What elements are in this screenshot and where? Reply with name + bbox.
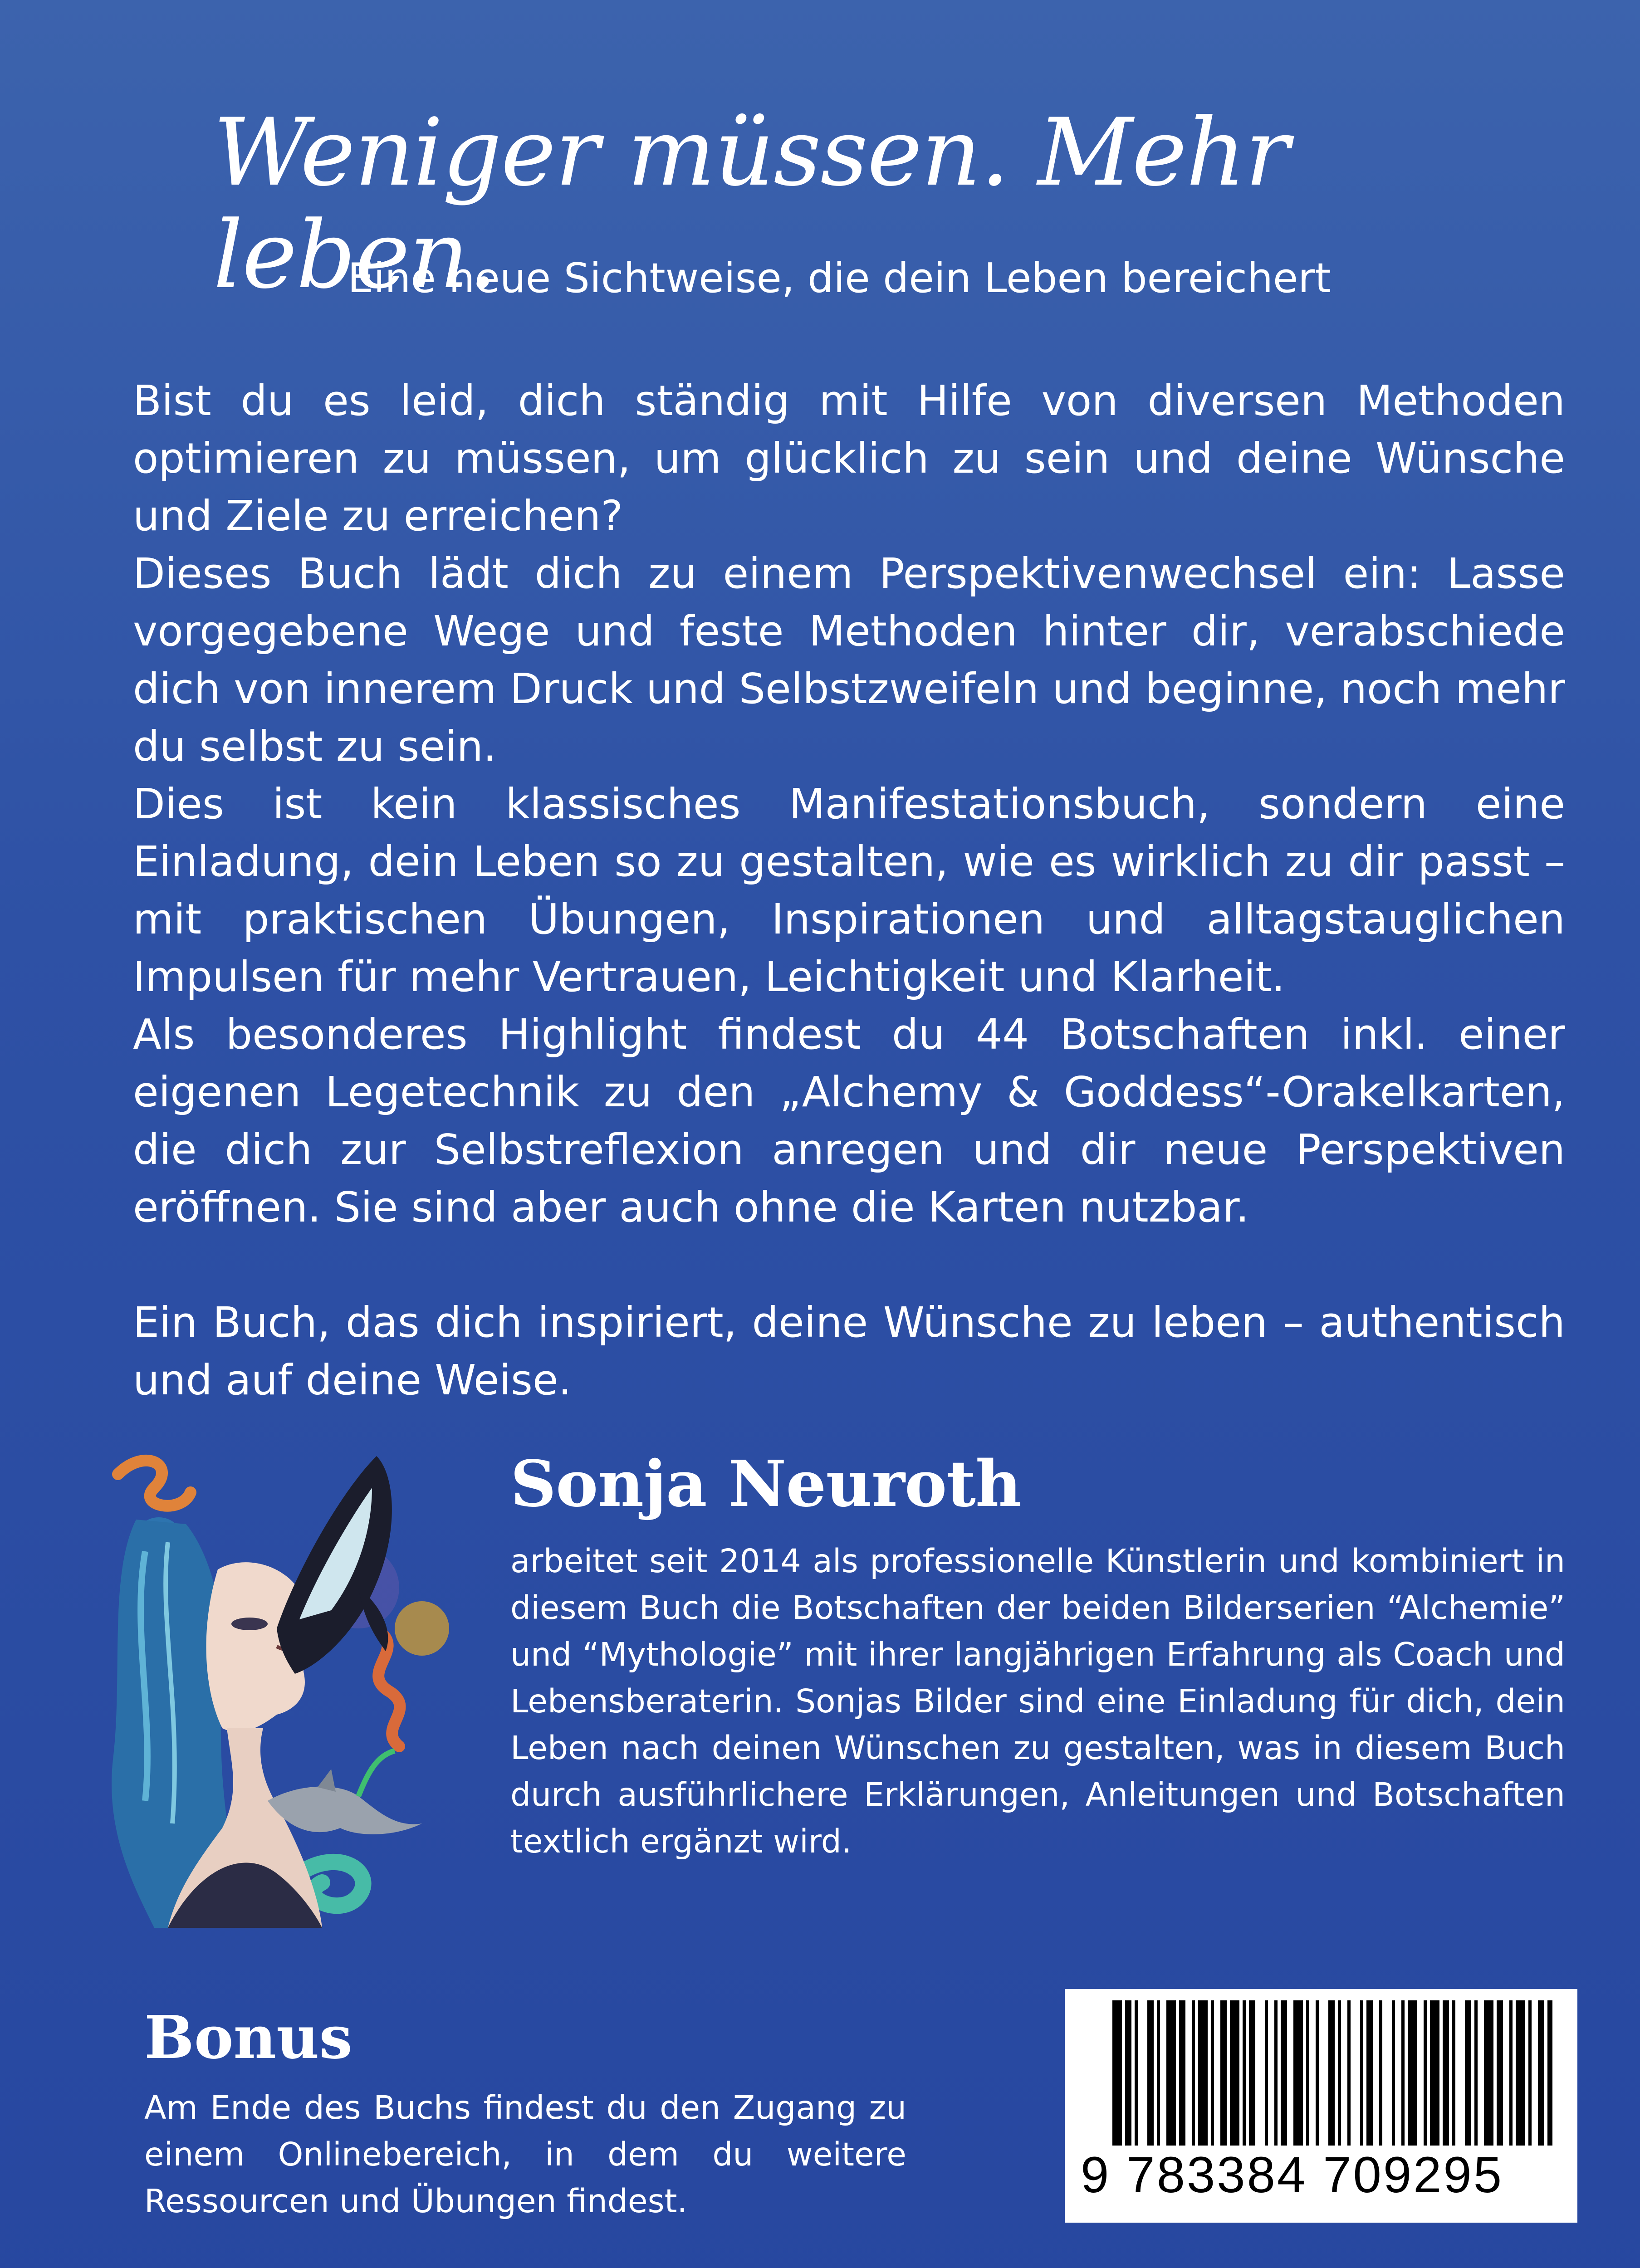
barcode-bar — [1179, 2000, 1185, 2146]
barcode-bar — [1198, 2000, 1208, 2146]
barcode-bar — [1338, 2000, 1341, 2146]
barcode-bar — [1497, 2000, 1503, 2146]
barcode-bar — [1249, 2000, 1255, 2146]
barcode-bar — [1192, 2000, 1195, 2146]
blurb-paragraph: Bist du es leid, dich ständig mit Hilfe von diversen Methoden optimieren zu müssen, um glücklich zu sein und deine Wünsche und Ziele zu erreichen? — [133, 376, 1565, 540]
barcode-bar — [1360, 2000, 1363, 2146]
barcode-bar — [1366, 2000, 1373, 2146]
barcode-bar — [1408, 2000, 1417, 2146]
blurb-closing: Ein Buch, das dich inspiriert, deine Wünsche zu leben – authentisch und auf deine Weise. — [133, 1298, 1565, 1404]
barcode-bar — [1484, 2000, 1493, 2146]
barcode-bar — [1465, 2000, 1471, 2146]
bonus-title: Bonus — [144, 2003, 352, 2072]
bonus-text: Am Ende des Buchs findest du den Zugang zu einem Onlinebereich, in dem du weitere Ressourcen und Übungen findest. — [144, 2089, 906, 2220]
barcode-bar — [1392, 2000, 1395, 2146]
isbn-barcode — [1065, 1989, 1577, 2223]
barcode-bar — [1316, 2000, 1319, 2146]
barcode-bar — [1509, 2000, 1513, 2146]
barcode-bar — [1281, 2000, 1287, 2146]
barcode-bar — [1528, 2000, 1532, 2146]
barcode-bar — [1430, 2000, 1439, 2146]
barcode-bar — [1424, 2000, 1427, 2146]
barcode-bar — [1379, 2000, 1382, 2146]
barcode-bar — [1443, 2000, 1449, 2146]
barcode-bar — [1147, 2000, 1154, 2146]
barcode-bar — [1135, 2000, 1138, 2146]
barcode-bar — [1328, 2000, 1335, 2146]
barcode-bar — [1230, 2000, 1239, 2146]
barcode-bar — [1166, 2000, 1176, 2146]
barcode-bar — [1243, 2000, 1246, 2146]
book-subtitle: Eine neue Sichtweise, die dein Leben bereichert — [348, 254, 1331, 302]
barcode-bar — [1293, 2000, 1303, 2146]
barcode-bar — [1474, 2000, 1478, 2146]
barcode-bar — [1547, 2000, 1552, 2146]
barcode-bar — [1306, 2000, 1309, 2146]
barcode-number: 9 783384 709295 — [1081, 2146, 1503, 2203]
barcode-bar — [1274, 2000, 1278, 2146]
blurb-paragraph: Dieses Buch lädt dich zu einem Perspektivenwechsel ein: Lasse vorgegebene Wege und feste Methoden hinter dir, verabschiede dich von innerem Druck und Selbstzweifeln und beginne, noch mehr du selbst zu sein. — [133, 549, 1565, 771]
barcode-bar — [1516, 2000, 1525, 2146]
barcode-bar — [1347, 2000, 1351, 2146]
book-title: Weniger müssen. Mehr leben. — [213, 99, 1289, 309]
blurb-paragraph: Dies ist kein klassisches Manifestationsbuch, sondern eine Einladung, dein Leben so zu gestalten, wie es wirklich zu dir passt – mit praktischen Übungen, Inspirationen und alltagstauglichen Impulsen für mehr Vertrauen, Leichtigkeit und Klarheit. — [133, 780, 1565, 1001]
author-bio: arbeitet seit 2014 als professionelle Künstlerin und kombiniert in diesem Buch die Botschaften der beiden Bilderserien “Alchemie” und “Mythologie” mit ihrer langjährigen Erfahrung als Coach und Lebensberaterin. Sonjas Bilder sind eine Einladung für dich, dein Leben nach deinen Wünschen zu gestalten, was in diesem Buch durch ausführlichere Erklärungen, Anleitungen und Botschaften textlich ergänzt wird. — [510, 1542, 1565, 1860]
blurb — [133, 372, 1565, 1409]
barcode-bar — [1112, 2000, 1122, 2146]
author-illustration — [104, 1438, 476, 1937]
barcode-bar — [1125, 2000, 1131, 2146]
barcode-bar — [1157, 2000, 1160, 2146]
barcode-bar — [1401, 2000, 1405, 2146]
barcode-bar — [1538, 2000, 1544, 2146]
barcode-bar — [1220, 2000, 1227, 2146]
barcode-bar — [1452, 2000, 1455, 2146]
author-name: Sonja Neuroth — [510, 1447, 1021, 1521]
blurb-paragraph: Als besonderes Highlight findest du 44 Botschaften inkl. einer eigenen Legetechnik zu den „Alchemy & Goddess“-Orakelkarten, die dich zur Selbstreflexion anregen und dir neue Perspektiven eröffnen. Sie sind aber auch ohne die Karten nutzbar. — [133, 1010, 1565, 1232]
barcode-bar — [1211, 2000, 1214, 2146]
barcode-bar — [1265, 2000, 1268, 2146]
